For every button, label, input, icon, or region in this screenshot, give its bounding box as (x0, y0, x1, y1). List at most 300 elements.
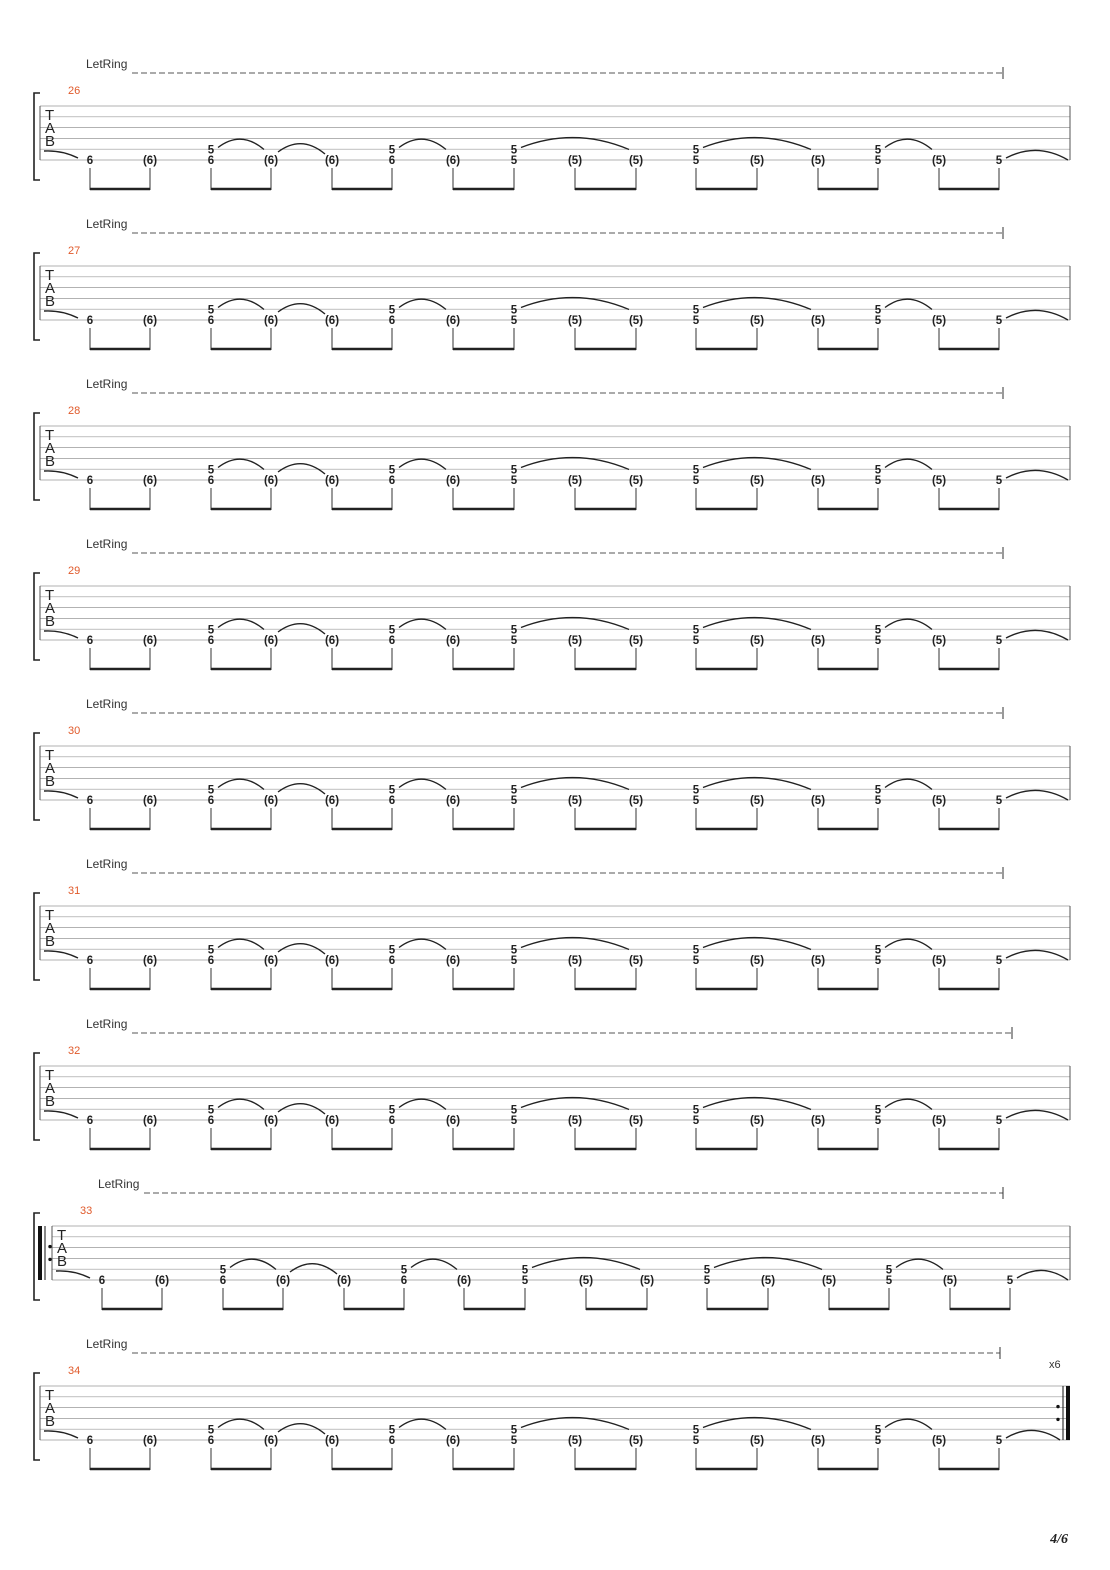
tie-arc (218, 299, 264, 309)
fret-number: 5 (207, 1424, 215, 1437)
fret-number: (5) (749, 475, 765, 487)
fret-number: 5 (510, 464, 518, 477)
tie-arc (290, 1264, 337, 1274)
fret-number: (6) (445, 475, 461, 487)
fret-number: 5 (692, 155, 700, 167)
tie-arc-incoming (44, 791, 78, 798)
fret-number: 5 (692, 1424, 700, 1437)
tie-arc-incoming (44, 1431, 78, 1438)
fret-number: 5 (995, 955, 1003, 967)
tie-arc (703, 778, 811, 790)
tie-arc (399, 619, 446, 629)
fret-number: (6) (142, 795, 158, 807)
tie-arc (703, 618, 811, 630)
tab-clef-letter: A (45, 120, 56, 137)
tie-arc (896, 1259, 943, 1269)
let-ring-label: LetRing (86, 1337, 128, 1351)
fret-number: (5) (639, 1275, 655, 1287)
tab-clef-letter: A (45, 920, 56, 937)
tab-clef-letter: B (45, 293, 56, 310)
tie-arc (278, 624, 325, 634)
fret-number: 5 (510, 944, 518, 957)
tab-clef-letter: B (45, 1093, 56, 1110)
fret-number: 6 (388, 315, 396, 327)
tie-arc (703, 138, 811, 150)
fret-number: 5 (692, 795, 700, 807)
tie-arc (278, 1424, 325, 1434)
tie-arc (521, 298, 629, 310)
fret-number: (5) (567, 1115, 583, 1127)
fret-number: 5 (692, 315, 700, 327)
measure-number: 26 (68, 85, 81, 97)
fret-number: 6 (98, 1275, 106, 1287)
fret-number: 6 (388, 155, 396, 167)
fret-number: 5 (521, 1264, 529, 1277)
fret-number: (6) (263, 315, 279, 327)
fret-number: (6) (263, 795, 279, 807)
fret-number: (5) (821, 1275, 837, 1287)
let-ring-label: LetRing (86, 217, 128, 231)
tab-clef-letter: A (45, 440, 56, 457)
fret-number: (5) (567, 315, 583, 327)
tie-arc (218, 1099, 264, 1109)
fret-number: 5 (692, 624, 700, 637)
fret-number: (5) (931, 795, 947, 807)
fret-number: (6) (445, 315, 461, 327)
repeat-count-label: x6 (1049, 1359, 1061, 1371)
fret-number: 6 (86, 1115, 94, 1127)
tab-clef-letter: A (45, 1400, 56, 1417)
fret-number: 5 (510, 784, 518, 797)
tie-arc (521, 458, 629, 470)
tie-arc (399, 1419, 446, 1429)
tie-arc-outgoing (1006, 310, 1068, 320)
fret-number: (5) (749, 1115, 765, 1127)
measure-number: 31 (68, 885, 81, 897)
fret-number: (5) (931, 1115, 947, 1127)
fret-number: 5 (510, 635, 518, 647)
fret-number: (5) (931, 155, 947, 167)
tie-arc (399, 299, 446, 309)
tab-clef-letter: T (45, 1067, 55, 1084)
tie-arc (885, 299, 932, 309)
page-number: 4/6 (1050, 1532, 1068, 1547)
fret-number: (6) (142, 155, 158, 167)
tie-arc (399, 459, 446, 469)
tie-arc (218, 619, 264, 629)
fret-number: 5 (207, 464, 215, 477)
tie-arc (218, 779, 264, 789)
fret-number: 6 (86, 795, 94, 807)
fret-number: 5 (995, 795, 1003, 807)
fret-number: 5 (995, 1435, 1003, 1447)
tab-clef-letter: T (45, 747, 55, 764)
fret-number: (6) (324, 635, 340, 647)
tie-arc (532, 1258, 640, 1270)
system-bracket (34, 1373, 40, 1460)
fret-number: 5 (874, 784, 882, 797)
tie-arc (885, 459, 932, 469)
repeat-end-thick-bar (1066, 1386, 1070, 1440)
fret-number: (6) (445, 1115, 461, 1127)
tie-arc (278, 784, 325, 794)
fret-number: 5 (692, 635, 700, 647)
fret-number: (6) (324, 955, 340, 967)
tie-arc (218, 939, 264, 949)
fret-number: 6 (388, 1435, 396, 1447)
fret-number: 5 (692, 955, 700, 967)
fret-number: 5 (388, 1424, 396, 1437)
fret-number: 6 (86, 475, 94, 487)
fret-number: (5) (942, 1275, 958, 1287)
fret-number: 5 (207, 624, 215, 637)
tie-arc (885, 619, 932, 629)
fret-number: 6 (219, 1275, 227, 1287)
tie-arc (885, 139, 932, 149)
fret-number: 5 (510, 155, 518, 167)
fret-number: (5) (628, 635, 644, 647)
fret-number: 5 (995, 1115, 1003, 1127)
tie-arc (278, 304, 325, 314)
fret-number: (5) (749, 1435, 765, 1447)
fret-number: (5) (567, 475, 583, 487)
fret-number: 5 (388, 304, 396, 317)
tie-arc-incoming (44, 631, 78, 638)
system-bracket (34, 733, 40, 820)
fret-number: (6) (263, 155, 279, 167)
tie-arc-incoming (44, 151, 78, 158)
tie-arc (521, 1098, 629, 1110)
tab-clef-letter: B (45, 933, 56, 950)
let-ring-label: LetRing (86, 57, 128, 71)
fret-number: 5 (207, 784, 215, 797)
fret-number: (5) (628, 955, 644, 967)
fret-number: (5) (749, 795, 765, 807)
let-ring-label: LetRing (86, 377, 128, 391)
fret-number: 5 (692, 1104, 700, 1117)
fret-number: (5) (810, 155, 826, 167)
tie-arc (399, 1099, 446, 1109)
fret-number: (5) (567, 635, 583, 647)
let-ring-label: LetRing (98, 1177, 140, 1191)
tie-arc-outgoing (1006, 150, 1068, 160)
system-bracket (34, 893, 40, 980)
fret-number: 5 (692, 304, 700, 317)
fret-number: (5) (567, 1435, 583, 1447)
fret-number: 5 (692, 784, 700, 797)
tab-clef-letter: T (45, 427, 55, 444)
fret-number: 5 (388, 944, 396, 957)
system-bracket (34, 1053, 40, 1140)
let-ring-label: LetRing (86, 537, 128, 551)
fret-number: 5 (510, 955, 518, 967)
fret-number: (6) (142, 955, 158, 967)
fret-number: 5 (874, 144, 882, 157)
tie-arc (230, 1259, 276, 1269)
fret-number: (5) (810, 1115, 826, 1127)
fret-number: 5 (388, 144, 396, 157)
tie-arc (218, 139, 264, 149)
fret-number: 6 (86, 1435, 94, 1447)
tab-clef-letter: B (45, 453, 56, 470)
fret-number: 5 (521, 1275, 529, 1287)
tie-arc (885, 939, 932, 949)
tab-clef-letter: A (45, 280, 56, 297)
fret-number: 5 (874, 1115, 882, 1127)
tab-clef-letter: A (45, 600, 56, 617)
fret-number: 5 (510, 475, 518, 487)
tie-arc-outgoing (1006, 790, 1068, 800)
fret-number: 6 (388, 1115, 396, 1127)
tie-arc-outgoing (1006, 630, 1068, 640)
tab-clef-letter: B (45, 613, 56, 630)
tab-clef-letter: B (57, 1253, 68, 1270)
fret-number: 6 (207, 315, 215, 327)
fret-number: (6) (445, 635, 461, 647)
tab-clef-letter: T (45, 1387, 55, 1404)
fret-number: (6) (456, 1275, 472, 1287)
fret-number: (5) (628, 1435, 644, 1447)
measure-number: 34 (68, 1365, 81, 1377)
fret-number: (5) (931, 955, 947, 967)
fret-number: (5) (810, 1435, 826, 1447)
tab-clef-letter: B (45, 773, 56, 790)
tab-clef-letter: T (45, 907, 55, 924)
fret-number: (5) (810, 955, 826, 967)
fret-number: 5 (692, 1435, 700, 1447)
fret-number: 6 (207, 475, 215, 487)
tie-arc (703, 938, 811, 950)
fret-number: (5) (628, 795, 644, 807)
fret-number: (5) (628, 315, 644, 327)
fret-number: (5) (931, 475, 947, 487)
measure-number: 32 (68, 1045, 81, 1057)
fret-number: 5 (874, 795, 882, 807)
tie-arc (399, 779, 446, 789)
measure-number: 29 (68, 565, 81, 577)
fret-number: (6) (263, 1115, 279, 1127)
tie-arc-incoming (44, 471, 78, 478)
fret-number: 5 (703, 1264, 711, 1277)
fret-number: (6) (142, 1435, 158, 1447)
repeat-dot (48, 1258, 51, 1261)
repeat-start-thick-bar (38, 1226, 42, 1280)
fret-number: (6) (324, 795, 340, 807)
tie-arc (399, 139, 446, 149)
fret-number: (5) (760, 1275, 776, 1287)
fret-number: 6 (86, 155, 94, 167)
fret-number: (6) (445, 155, 461, 167)
repeat-dot (1056, 1405, 1059, 1408)
fret-number: (6) (324, 155, 340, 167)
tie-arc-outgoing (1017, 1270, 1068, 1280)
fret-number: (5) (810, 475, 826, 487)
fret-number: (6) (142, 475, 158, 487)
fret-number: 5 (207, 1104, 215, 1117)
fret-number: (6) (142, 635, 158, 647)
tie-arc (278, 464, 325, 474)
system-bracket (34, 93, 40, 180)
tab-clef-letter: T (45, 587, 55, 604)
fret-number: 5 (874, 155, 882, 167)
let-ring-label: LetRing (86, 857, 128, 871)
measure-number: 33 (80, 1205, 93, 1217)
fret-number: (6) (142, 1115, 158, 1127)
tab-clef-letter: T (45, 107, 55, 124)
measure-number: 27 (68, 245, 81, 257)
fret-number: 5 (995, 475, 1003, 487)
tie-arc (521, 778, 629, 790)
system-bracket (34, 573, 40, 660)
fret-number: 5 (885, 1275, 893, 1287)
fret-number: 5 (874, 624, 882, 637)
tie-arc-outgoing (1006, 470, 1068, 480)
tie-arc (521, 618, 629, 630)
fret-number: (6) (263, 475, 279, 487)
tie-arc-incoming (44, 311, 78, 318)
fret-number: 6 (388, 955, 396, 967)
fret-number: (6) (445, 955, 461, 967)
tie-arc (714, 1258, 822, 1270)
fret-number: 5 (995, 155, 1003, 167)
fret-number: 5 (692, 1115, 700, 1127)
fret-number: 5 (388, 1104, 396, 1117)
fret-number: (6) (154, 1275, 170, 1287)
fret-number: 5 (207, 944, 215, 957)
fret-number: 5 (692, 944, 700, 957)
fret-number: 6 (86, 315, 94, 327)
fret-number: 5 (874, 1424, 882, 1437)
fret-number: 6 (86, 955, 94, 967)
system-bracket (34, 253, 40, 340)
fret-number: (6) (263, 1435, 279, 1447)
tie-arc (703, 298, 811, 310)
fret-number: 6 (400, 1275, 408, 1287)
tie-arc (885, 779, 932, 789)
tie-arc (278, 944, 325, 954)
tie-arc (703, 1098, 811, 1110)
fret-number: (5) (810, 315, 826, 327)
tie-arc (521, 938, 629, 950)
fret-number: (6) (336, 1275, 352, 1287)
fret-number: 5 (692, 475, 700, 487)
fret-number: 5 (510, 624, 518, 637)
fret-number: 5 (692, 464, 700, 477)
fret-number: (6) (324, 475, 340, 487)
fret-number: 5 (874, 315, 882, 327)
tie-arc-outgoing (1006, 1110, 1068, 1120)
fret-number: (5) (810, 635, 826, 647)
fret-number: 5 (874, 304, 882, 317)
tie-arc (399, 939, 446, 949)
fret-number: 5 (510, 1115, 518, 1127)
measure-number: 30 (68, 725, 81, 737)
tie-arc-incoming (44, 951, 78, 958)
fret-number: (6) (142, 315, 158, 327)
fret-number: 6 (207, 1115, 215, 1127)
fret-number: 5 (692, 144, 700, 157)
fret-number: 5 (510, 1424, 518, 1437)
fret-number: (5) (628, 1115, 644, 1127)
fret-number: 5 (207, 144, 215, 157)
fret-number: (5) (810, 795, 826, 807)
fret-number: 5 (874, 955, 882, 967)
tie-arc (218, 459, 264, 469)
tab-clef-letter: T (45, 267, 55, 284)
fret-number: (5) (931, 635, 947, 647)
fret-number: (5) (749, 155, 765, 167)
fret-number: (5) (749, 315, 765, 327)
tie-arc (278, 1104, 325, 1114)
fret-number: (5) (567, 795, 583, 807)
fret-number: 6 (86, 635, 94, 647)
fret-number: 5 (874, 475, 882, 487)
fret-number: (5) (567, 955, 583, 967)
tie-arc (885, 1099, 932, 1109)
let-ring-label: LetRing (86, 697, 128, 711)
tab-clef-letter: B (45, 133, 56, 150)
fret-number: 5 (874, 635, 882, 647)
tie-arc (521, 138, 629, 150)
fret-number: (5) (628, 155, 644, 167)
fret-number: 6 (388, 475, 396, 487)
fret-number: (5) (749, 635, 765, 647)
fret-number: 5 (874, 944, 882, 957)
fret-number: 5 (703, 1275, 711, 1287)
fret-number: 5 (219, 1264, 227, 1277)
fret-number: 5 (510, 1435, 518, 1447)
fret-number: 5 (510, 144, 518, 157)
tie-arc (218, 1419, 264, 1429)
system-bracket (34, 413, 40, 500)
fret-number: 5 (510, 304, 518, 317)
tie-arc-incoming (56, 1271, 90, 1278)
fret-number: (6) (263, 955, 279, 967)
tie-arc-incoming (44, 1111, 78, 1118)
let-ring-label: LetRing (86, 1017, 128, 1031)
repeat-dot (48, 1245, 51, 1248)
repeat-dot (1056, 1418, 1059, 1421)
fret-number: 5 (995, 315, 1003, 327)
tie-arc (885, 1419, 932, 1429)
fret-number: (6) (324, 1435, 340, 1447)
fret-number: 5 (874, 464, 882, 477)
fret-number: 5 (388, 624, 396, 637)
fret-number: (6) (445, 795, 461, 807)
fret-number: (6) (324, 315, 340, 327)
tie-arc (411, 1259, 457, 1269)
measure-number: 28 (68, 405, 81, 417)
tab-clef-letter: T (57, 1227, 67, 1244)
fret-number: 5 (1006, 1275, 1014, 1287)
fret-number: 6 (207, 155, 215, 167)
tie-arc (521, 1418, 629, 1430)
tie-arc (278, 144, 325, 154)
fret-number: (5) (578, 1275, 594, 1287)
fret-number: 5 (388, 464, 396, 477)
fret-number: 5 (510, 315, 518, 327)
fret-number: 6 (207, 1435, 215, 1447)
tie-arc (703, 1418, 811, 1430)
fret-number: 5 (885, 1264, 893, 1277)
tie-arc (703, 458, 811, 470)
tab-clef-letter: A (45, 760, 56, 777)
fret-number: (6) (275, 1275, 291, 1287)
fret-number: (6) (324, 1115, 340, 1127)
fret-number: 5 (995, 635, 1003, 647)
fret-number: 5 (510, 795, 518, 807)
tie-arc-outgoing (1006, 1430, 1060, 1440)
